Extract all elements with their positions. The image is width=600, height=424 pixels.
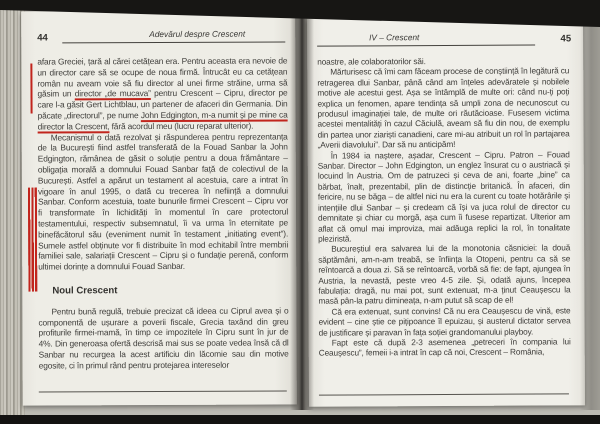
paragraph: Mărturisesc că îmi cam făceam procese de conștiință în legătură cu retragerea dlui Sanbar, până când am înțeles adevăratele și nobilele motive ale acestui gest. Așa se întâmplă de multe ori: când nu-ți poți explica un fenomen, apare tendința să umpli zona de necunoscut cu produsul imaginației tale, de multe ori răutăcioase. Fusesem victima acestei mentalități în cazul Căciulă, aveam să fiu din nou, de exemplu din partea unor ziariști canadieni, care mi-au atribuit un rol în partajarea „Averii diavolului”. Dar să nu anticipăm! bbox=[317, 65, 570, 150]
left-page-number: 44 bbox=[37, 32, 48, 44]
scanner-bottom-edge bbox=[0, 415, 600, 424]
paragraph-text: afara Greciei, țară al cărei cetățean era. Pentru aceasta era nevoie de un director care să se ocupe de noua firmă. Întrucât eu ca cetățean român nu aveam voie să fiu director al unei firme străine, urma să găsim un bbox=[37, 55, 288, 99]
paragraph: Că era extenuat, sunt convins! Că nu era Ceaușescu de vină, este evident – cine știe ce pițipoance îl epuizau, și austerul dictator servea de justificare și paravan în fața soției grandomanului playboy. bbox=[318, 305, 571, 338]
paragraph: În 1984 ia naștere, așadar, Crescent – Cipru. Patron – Fouad Sanbar. Director – John Edgington, un englez însurat cu o austriacă și locuind în Austria. Om de patruzeci și ceva de ani, foarte „bine” ca bărbat, înalt, prezentabil, plin de distincție britanică. În afaceri, din fericire, nu se băga – de altfel nici nu era la curent cu toate hotărârile și intențiile dlui Sanbar – și credeam că își va juca rolul de director cu demnitate și chiar cu morgă, așa cum îi fusese repartizat. Ulterior am aflat că omul mai improviza, mai adăuga replici la rol, în tonalitate pleziristă. bbox=[317, 149, 571, 244]
right-page bbox=[307, 17, 585, 406]
red-underlined-text: director „de mucava” bbox=[74, 88, 151, 99]
right-footer-rule bbox=[319, 393, 569, 395]
right-page-number: 45 bbox=[560, 33, 572, 45]
left-page bbox=[21, 10, 297, 405]
paragraph: Pentru bună regulă, trebuie precizat că ideea cu Ciprul avea și o componentă de ușurare a poverii fiscale, Grecia taxând din greu profiturile firmei-mamă, în timp ce impozitele în Cipru sunt în jur de 4%. Din generoasa ofertă descrisă mai sus se poate vedea însă că dl Sanbar nu recurgea la acest artificiu din lăcomie sau din motive egosite, ci în primul rând pentru protejarea intereselor bbox=[38, 305, 289, 371]
right-running-header: IV – Crescent bbox=[369, 32, 420, 43]
paragraph: Bucureștiul era salvarea lui de la monotonia căsniciei: la două săptămâni, am-n-am treabă, se înființa la Otopeni, pentru ca să se reîntoarcă a doua zi. Să se reîntoarcă, vorbă să fie: de fapt, ajungea în Austria, la nevastă, peste vreo 4-5 zile. Și, odată ajuns, începea fabulația: dragă, nu mai pot, sunt extenuat, m-a ținut Ceaușescu la masă pân-la patru dimineața, n-am putut să scap de el! bbox=[318, 242, 571, 307]
paragraph-text: pentru Crescent – Cipru, director pe care l-a găsit Gert Lichtblau, un partener de afaceri din Germania. Din păcate „directorul”, pe nume bbox=[37, 87, 288, 121]
section-heading: Noul Crescent bbox=[52, 285, 118, 297]
left-page-header bbox=[37, 28, 287, 47]
left-running-header: Adevărul despre Crescent bbox=[149, 28, 246, 40]
paragraph-text: fără acordul meu (lucru reparat ulterior). bbox=[109, 120, 254, 131]
right-page-header bbox=[317, 30, 571, 49]
paragraph bbox=[37, 55, 287, 132]
red-underlined-text: John Edgington, m-a numit și pe mine ca director la Crescent, bbox=[37, 109, 288, 132]
right-header-rule bbox=[317, 45, 535, 48]
left-page-body bbox=[37, 55, 288, 371]
red-margin-mark-triple-line bbox=[28, 188, 37, 292]
paragraph: Fapt este că după 2-3 asemenea „petreceri în compania lui Ceaușescu”, femeii i-a intrat în cap că noi, Crescent – România, bbox=[318, 336, 571, 359]
paragraph: noastre, ale colaboratorilor săi. bbox=[317, 56, 426, 67]
right-page-body bbox=[317, 55, 571, 358]
paragraph: Mecanismul o dată rezolvat și răspunderea pentru reprezentanța de la București fiind astfel transferată de la Fouad Sanbar la John Edgington, rămânea de găsit o soluție pentru a doua frământare – obligația morală a domnului Fouad Sanbar față de colectivul de la București. Astfel a apărut un testament al acestuia, care a intrat în vigoare în anul 1995, o dată cu trecerea în neființă a domnului Sanbar. Conform acestuia, toate bunurile firmei Crescent – Cipru vor fi transformate în lichidități în momentul în care protectorul testamentului, respectiv subsemnatul, îi va urma în eternitate pe binefăcătorul său (eveniment numit în testament „initiating event”). Sumele astfel obținute vor fi distribuite în mod echitabil între membrii familiei sale, salariații Crescent – Cipru și o fundație perenă, conform ultimei dorințe a domnului Fouad Sanbar. bbox=[37, 131, 289, 272]
left-header-rule bbox=[62, 41, 285, 43]
red-margin-mark-single-line bbox=[30, 64, 33, 114]
left-footer-rule bbox=[39, 390, 287, 392]
